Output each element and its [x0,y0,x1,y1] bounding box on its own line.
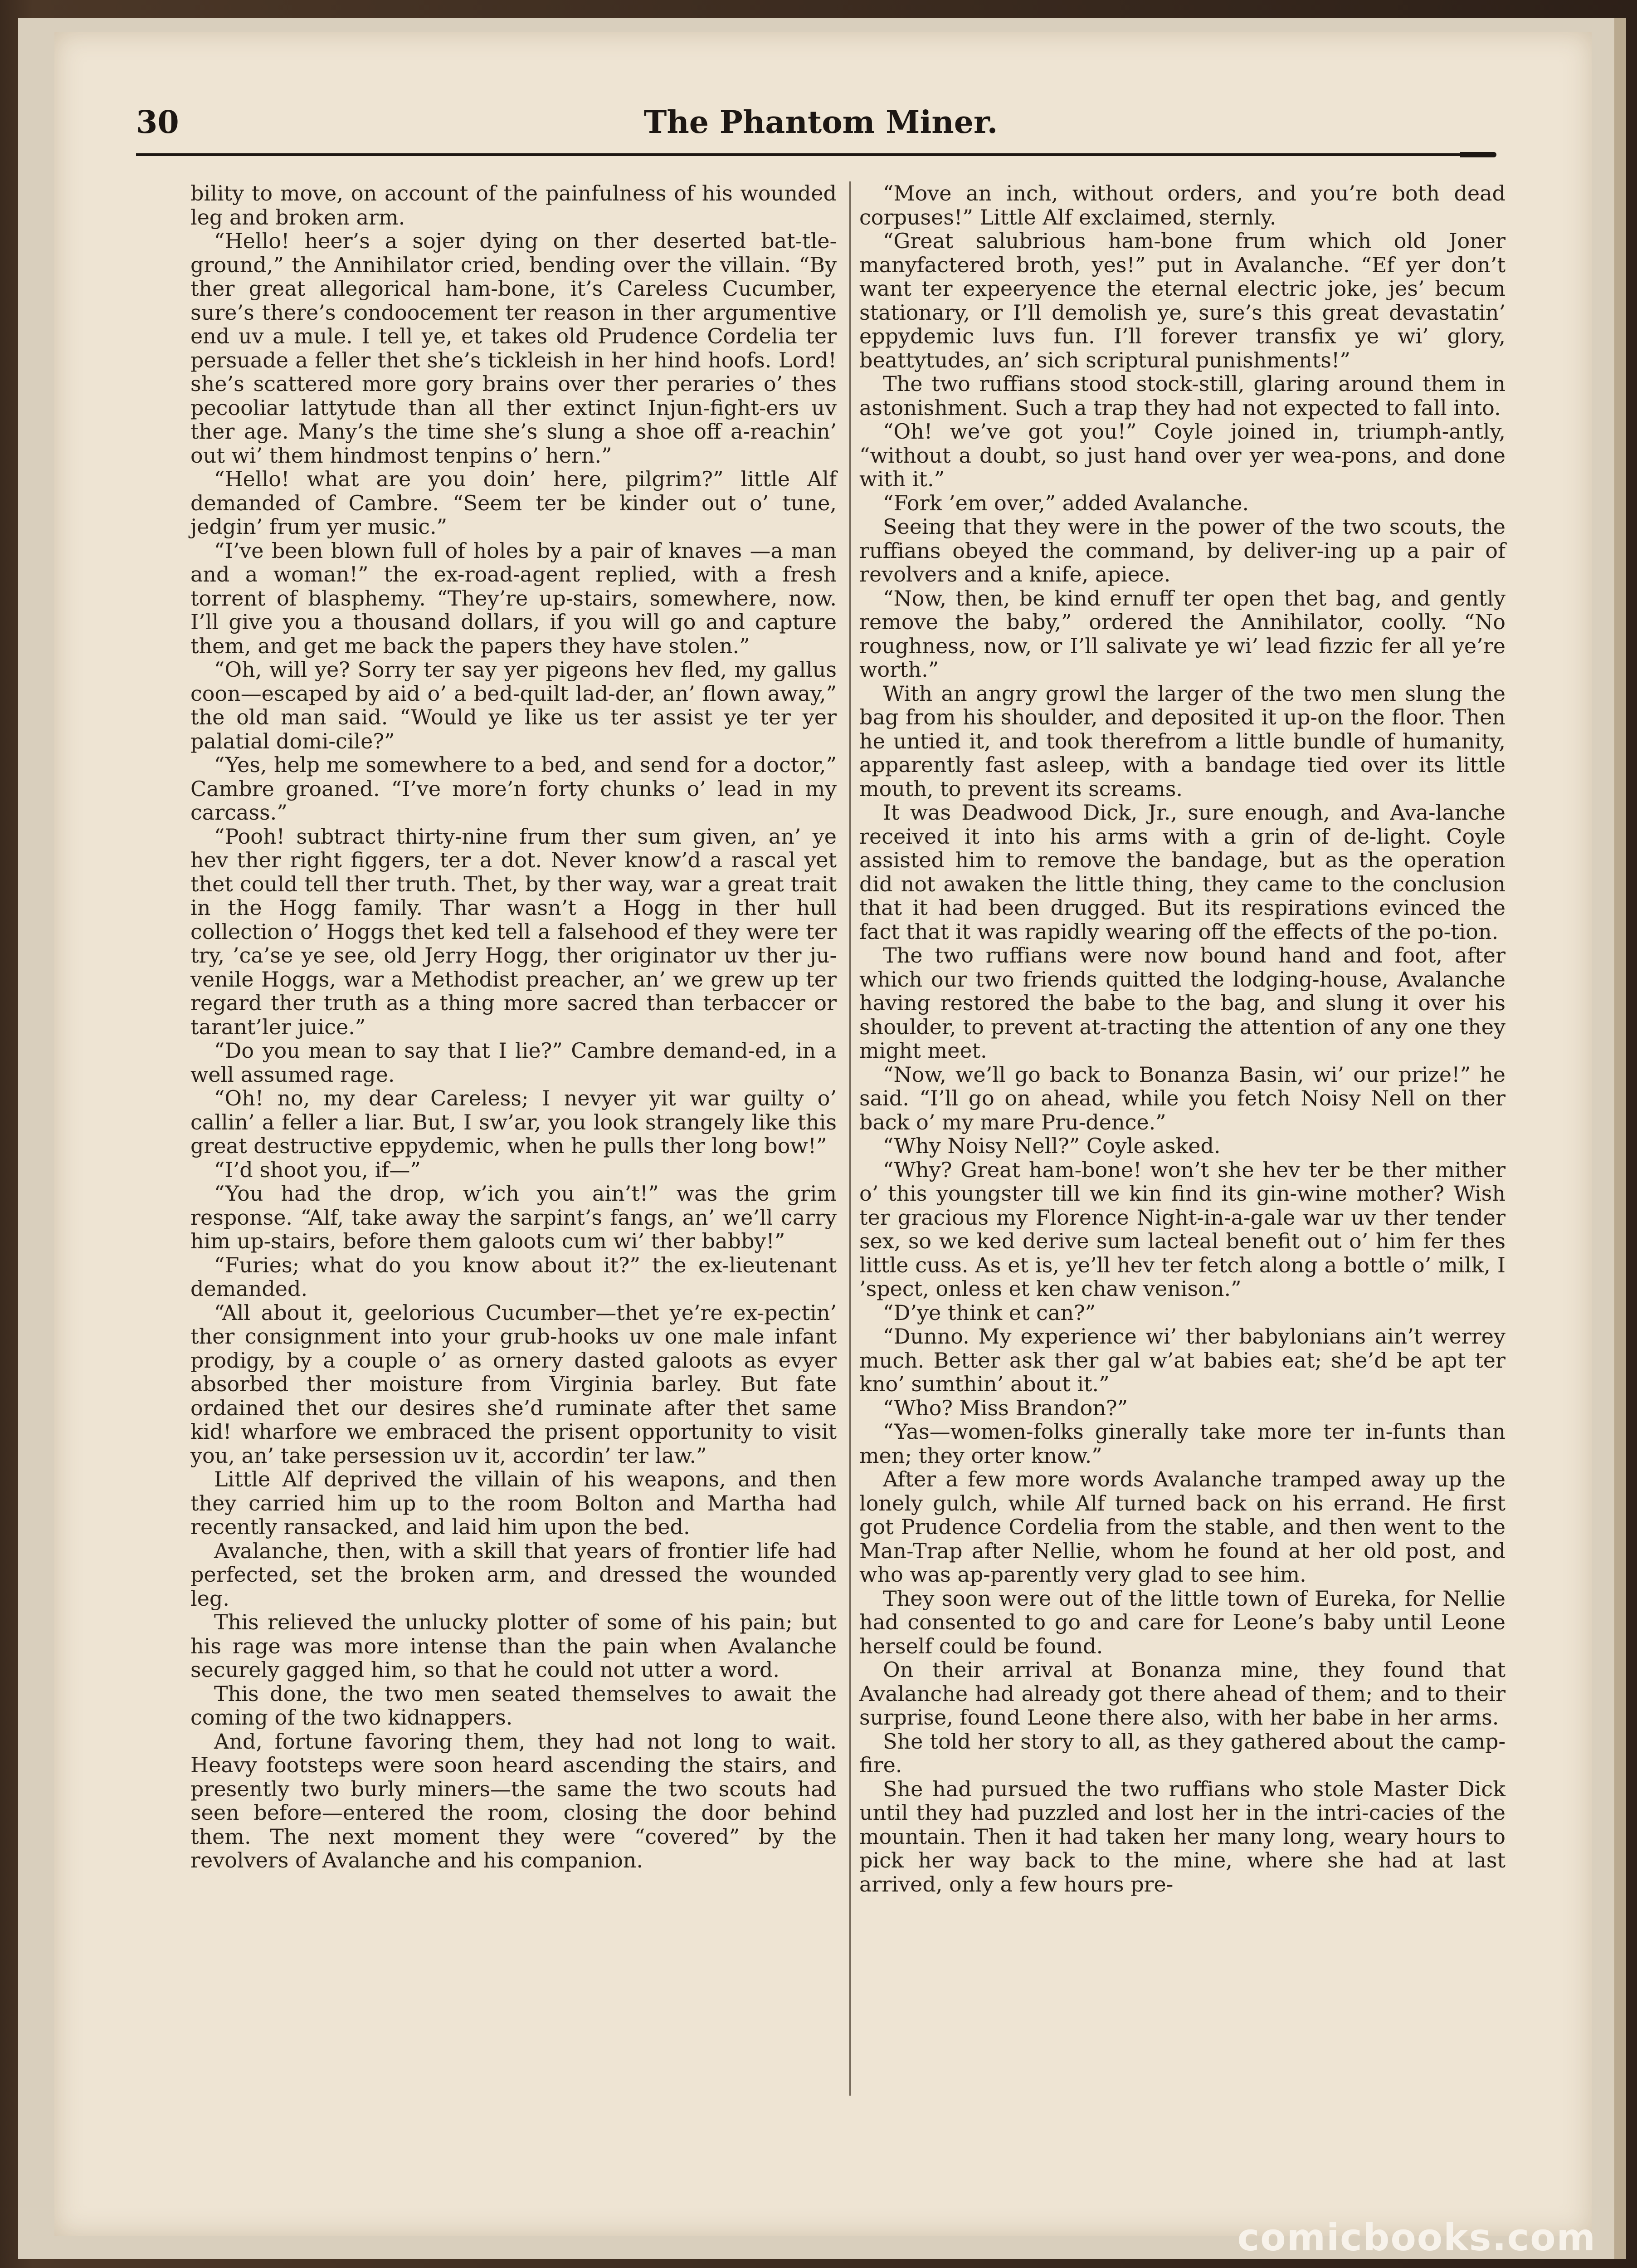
paragraph: “Hello! what are you doin’ here, pilgrim?” little Alf demanded of Cambre. “Seem ter be kinder out o’ tune, jedgin’ frum yer music.” [190,467,837,539]
paragraph: After a few more words Avalanche tramped away up the lonely gulch, while Alf turned back on his errand. He first got Prudence Cordelia from the stable, and then went to the Man-Trap after Nellie, whom he found at her old post, and who was ap-parently very glad to see him. [859,1467,1505,1587]
paragraph: “Dunno. My experience wi’ ther babylonians ain’t werrey much. Better ask ther gal w’at babies eat; she’d be apt ter kno’ sumthin’ about it.” [859,1324,1505,1396]
paragraph: “Great salubrious ham-bone frum which old Joner manyfactered broth, yes!” put in Avalanche. “Ef yer don’t want ter expeeryence the eternal electric joke, jes’ becum stationary, or I’ll demolish ye, sure’s this great devastatin’ eppydemic luvs fun. I’ll forever transfix ye wi’ glory, beattytudes, an’ sich scriptural punishments!” [859,229,1505,372]
running-title: The Phantom Miner. [643,104,998,141]
paragraph: “Do you mean to say that I lie?” Cambre demand-ed, in a well assumed rage. [190,1038,837,1087]
paragraph: The two ruffians stood stock-still, glaring around them in astonishment. Such a trap they had not expected to fall into. [859,371,1505,420]
paragraph: “Furies; what do you know about it?” the ex-lieutenant demanded. [190,1252,837,1301]
paragraph: “I’d shoot you, if—” [214,1157,421,1182]
paragraph: “Now, we’ll go back to Bonanza Basin, wi’ our prize!” he said. “I’ll go on ahead, while you fetch Noisy Nell on ther back o’ my mare Pru-dence.” [859,1062,1505,1134]
paragraph: This relieved the unlucky plotter of some of his pain; but his rage was more intense than the pain when Avalanche securely gagged him, so that he could not utter a word. [190,1610,837,1682]
site-watermark: comicbooks.com [1237,2216,1596,2259]
paragraph: bility to move, on account of the painfulness of his wounded leg and broken arm. [190,181,837,230]
paragraph: “D’ye think et can?” [883,1300,1096,1325]
paragraph: She told her story to all, as they gathered about the camp-fire. [859,1729,1505,1777]
paragraph: “Fork ’em over,” added Avalanche. [883,490,1249,515]
paragraph: “I’ve been blown full of holes by a pair of knaves —a man and a woman!” the ex-road-agent replied, with a fresh torrent of blasphemy. “They’re up-stairs, somewhere, now. I’ll give you a thousand dollars, if you will go and capture them, and get me back the papers they have stolen.” [190,538,837,658]
page-header [136,104,1505,154]
paragraph: Little Alf deprived the villain of his weapons, and then they carried him up to the room Bolton and Martha had recently ransacked, and laid him upon the bed. [190,1467,837,1539]
paragraph: “Oh! we’ve got you!” Coyle joined in, triumph-antly, “without a doubt, so just hand over yer wea-pons, and done with it.” [859,419,1505,491]
paragraph: On their arrival at Bonanza mine, they found that Avalanche had already got there ahead of them; and to their surprise, found Leone there also, with her babe in her arms. [859,1657,1505,1730]
paragraph: The two ruffians were now bound hand and foot, after which our two friends quitted the lodging-house, Avalanche having restored the babe to the bag, and slung it over his shoulder, to prevent at-tracting the attention of any one they might meet. [859,943,1505,1063]
paragraph: “Hello! heer’s a sojer dying on ther deserted bat-tle-ground,” the Annihilator cried, bending over the villain. “By ther great allegorical ham-bone, it’s Careless Cucumber, sure’s there’s condoocement ter reason in ther argumentive end uv a mule. I tell ye, et takes old Prudence Cordelia ter persuade a feller thet she’s tickleish in her hind hoofs. Lord! she’s scattered more gory brains over ther peraries o’ thes pecooliar lattytude than all ther extinct Injun-fight-ers uv ther age. Many’s the time she’s slung a shoe off a-reachin’ out wi’ them hindmost tenpins o’ hern.” [190,229,837,468]
column-divider [849,181,851,2096]
header-rule [136,153,1478,156]
paragraph: It was Deadwood Dick, Jr., sure enough, and Ava-lanche received it into his arms with a grin of de-light. Coyle assisted him to remove the bandage, but as the operation did not awaken the little thing, they came to the conclusion that it had been drugged. But its respirations evinced the fact that it was rapidly wearing off the effects of the po-tion. [859,800,1505,944]
paragraph: “Why Noisy Nell?” Coyle asked. [883,1134,1221,1158]
paragraph: “Oh! no, my dear Careless; I nevyer yit war guilty o’ callin’ a feller a liar. But, I sw’ar, you look strangely like this great destructive eppydemic, when he pulls ther long bow!” [190,1086,837,1158]
paragraph: Seeing that they were in the power of the two scouts, the ruffians obeyed the command, by deliver-ing up a pair of revolvers and a knife, apiece. [859,514,1505,587]
paragraph: “Who? Miss Brandon?” [883,1395,1128,1420]
paragraph: With an angry growl the larger of the two men slung the bag from his shoulder, and deposited it up-on the floor. Then he untied it, and took therefrom a little bundle of humanity, apparently fast asleep, with a bandage tied over its little mouth, to prevent its screams. [859,681,1505,801]
left-text-column [190,181,837,2096]
paragraph: And, fortune favoring them, they had not long to wait. Heavy footsteps were soon heard ascending the stairs, and presently two burly miners—the same the two scouts had seen before—entered the room, closing the door behind them. The next moment they were “covered” by the revolvers of Avalanche and his companion. [190,1729,837,1872]
header-rule-end [1460,152,1496,157]
paragraph: “Oh, will ye? Sorry ter say yer pigeons hev fled, my gallus coon—escaped by aid o’ a bed-quilt lad-der, an’ flown away,” the old man said. “Would ye like us ter assist ye ter yer palatial domi-cile?” [190,657,837,753]
paragraph: “All about it, geelorious Cucumber—thet ye’re ex-pectin’ ther consignment into your grub-hooks uv one male infant prodigy, by a couple o’ as ornery dasted galoots as evyer absorbed ther moisture from Virginia barley. But fate ordained thet our desires she’d ruminate after thet same kid! wharfore we embraced the prisent opportunity to visit you, an’ take persession uv it, accordin’ ter law.” [190,1300,837,1468]
paragraph: “You had the drop, w’ich you ain’t!” was the grim response. “Alf, take away the sarpint’s fangs, an’ we’ll carry him up-stairs, before them galoots cum wi’ ther babby!” [190,1181,837,1253]
paragraph: “Yes, help me somewhere to a bed, and send for a doctor,” Cambre groaned. “I’ve more’n forty chunks o’ lead in my carcass.” [190,753,837,825]
paragraph: Avalanche, then, with a skill that years of frontier life had perfected, set the broken arm, and dressed the wounded leg. [190,1538,837,1611]
paragraph: “Pooh! subtract thirty-nine frum ther sum given, an’ ye hev ther right figgers, ter a dot. Never know’d a rascal yet thet could tell ther truth. Thet, by ther way, war a great trait in the Hogg family. Thar wasn’t a Hogg in ther hull collection o’ Hoggs thet ked tell a falsehood ef they were ter try, ’ca’se ye see, old Jerry Hogg, ther originator uv ther ju-venile Hoggs, war a Methodist preacher, an’ we grew up ter regard ther truth as a thing more sacred than terbaccer or tarant’ler juice.” [190,824,837,1039]
paragraph: She had pursued the two ruffians who stole Master Dick until they had puzzled and lost her in the intri-cacies of the mountain. Then it had taken her many long, weary hours to pick her way back to the mine, where she had at last arrived, only a few hours pre- [859,1776,1505,1897]
paragraph: “Why? Great ham-bone! won’t she hev ter be ther mither o’ this youngster till we kin find its gin-wine mother? Wish ter gracious my Florence Night-in-a-gale war uv ther tender sex, so we ked derive sum lacteal benefit out o’ him fer thes little cuss. As et is, ye’ll hev ter fetch along a bottle o’ milk, I ’spect, onless et ken chaw venison.” [859,1157,1505,1301]
paragraph: This done, the two men seated themselves to await the coming of the two kidnappers. [190,1681,837,1730]
right-text-column [859,181,1505,2096]
paragraph: “Yas—women-folks ginerally take more ter in-funts than men; they orter know.” [859,1419,1505,1468]
paragraph: “Move an inch, without orders, and you’re both dead corpuses!” Little Alf exclaimed, sternly. [859,181,1505,230]
page-number: 30 [136,104,179,141]
paragraph: “Now, then, be kind ernuff ter open thet bag, and gently remove the baby,” ordered the Annihilator, coolly. “No roughness, now, or I’ll salivate ye wi’ lead fizzic fer all ye’re worth.” [859,586,1505,682]
paragraph: They soon were out of the little town of Eureka, for Nellie had consented to go and care for Leone’s baby until Leone herself could be found. [859,1586,1505,1658]
